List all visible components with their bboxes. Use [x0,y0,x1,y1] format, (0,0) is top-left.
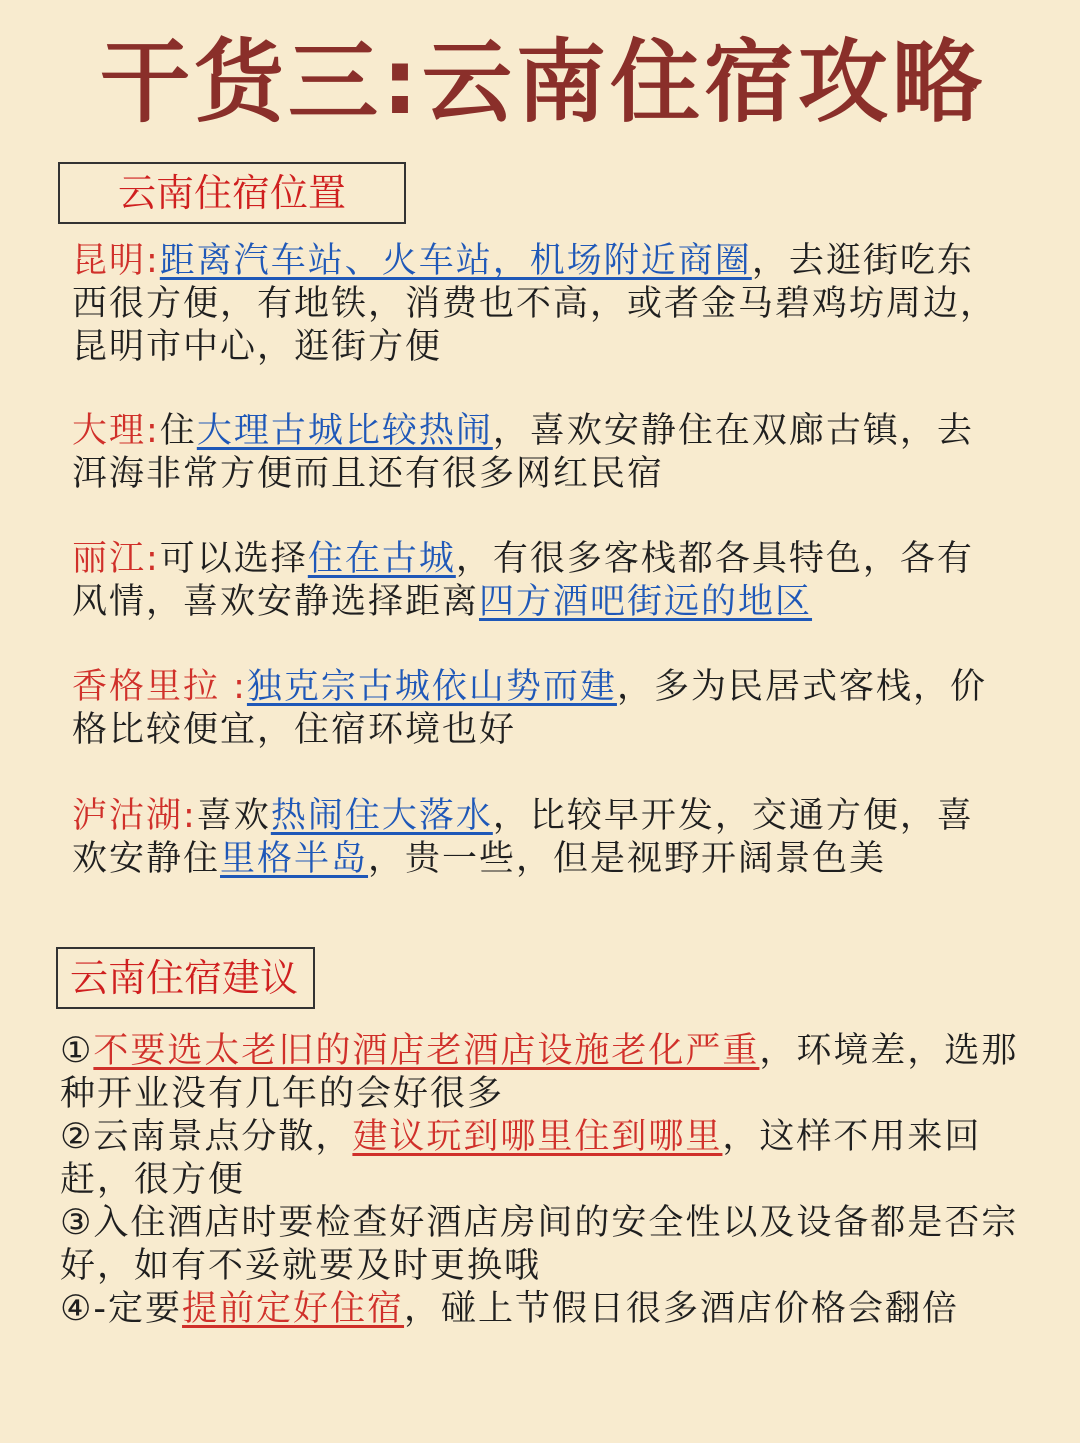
entry-text: ，比较早开发，交通方便，喜欢安静住 [72,796,974,879]
highlight-link[interactable]: 住在古城 [307,539,456,579]
entry-label: 泸沽湖: [72,796,197,836]
entry-text: ，去逛街吃东西很方便，有地铁，消费也不高，或者金马碧鸡坊周边，昆明市中心，逛街方便 [72,241,998,367]
tip-number: ④ [60,1289,94,1329]
tip-2 [60,1116,1035,1202]
entry-kunming [72,240,1007,369]
tip-1 [60,1030,1035,1116]
entry-luguhu [72,795,1007,881]
tip-text: 入住酒店时要检查好酒店房间的安全性以及设备都是否宗好，如有不妥就要及时更换哦 [60,1203,1019,1286]
entry-lijiang [72,538,1007,624]
entry-text: ，多为民居式客栈，价格比较便宜，住宿环境也好 [72,667,987,750]
entry-label: 昆明: [72,241,160,281]
entry-dali [72,410,1007,496]
page-title: 干货三:云南住宿攻略 [100,30,986,135]
entry-shangrila [72,666,1007,752]
tip-number: ① [60,1031,94,1071]
tip-number: ③ [60,1203,94,1243]
highlight-link[interactable]: 独克宗古城依山势而建 [246,667,617,707]
entry-text: 喜欢 [196,796,271,836]
tip-number: ② [60,1117,94,1157]
highlight-link[interactable]: 四方酒吧街远的地区 [479,582,813,622]
entry-text: ，贵一些，但是视野开阔景色美 [368,839,887,879]
highlight-link[interactable]: 热闹住大落水 [270,796,493,836]
highlight-link[interactable]: 提前定好住宿 [182,1289,405,1329]
highlight-link[interactable]: 距离汽车站、火车站，机场附近商圈 [159,241,752,281]
highlight-link[interactable]: 建议玩到哪里住到哪里 [352,1117,723,1157]
tip-text: ，环境差，选那种开业没有几年的会好很多 [60,1031,1019,1114]
section-heading-location: 云南住宿位置 [58,162,406,224]
tip-text: 云南景点分散， [93,1117,353,1157]
highlight-link[interactable]: 里格半岛 [220,839,369,879]
tip-text: ，这样不用来回赶，很方便 [60,1117,982,1200]
entry-label: 大理: [72,411,160,451]
tip-text: ，碰上节假日很多酒店价格会翻倍 [404,1289,960,1329]
highlight-link[interactable]: 不要选太老旧的酒店老酒店设施老化严重 [93,1031,760,1071]
section-heading-advice: 云南住宿建议 [56,947,315,1009]
entry-text: 可以选择 [159,539,308,579]
tip-4 [60,1288,1035,1331]
entry-text: ，喜欢安静住在双廊古镇，去洱海非常方便而且还有很多网红民宿 [72,411,974,494]
tip-text: -定要 [93,1289,183,1329]
highlight-link[interactable]: 大理古城比较热闹 [196,411,493,451]
entry-text: 住 [159,411,197,451]
entry-label: 香格里拉 : [72,667,247,707]
entry-text: ，有很多客栈都各具特色，各有风情，喜欢安静选择距离 [72,539,974,622]
tip-3 [60,1202,1035,1288]
entry-label: 丽江: [72,539,160,579]
